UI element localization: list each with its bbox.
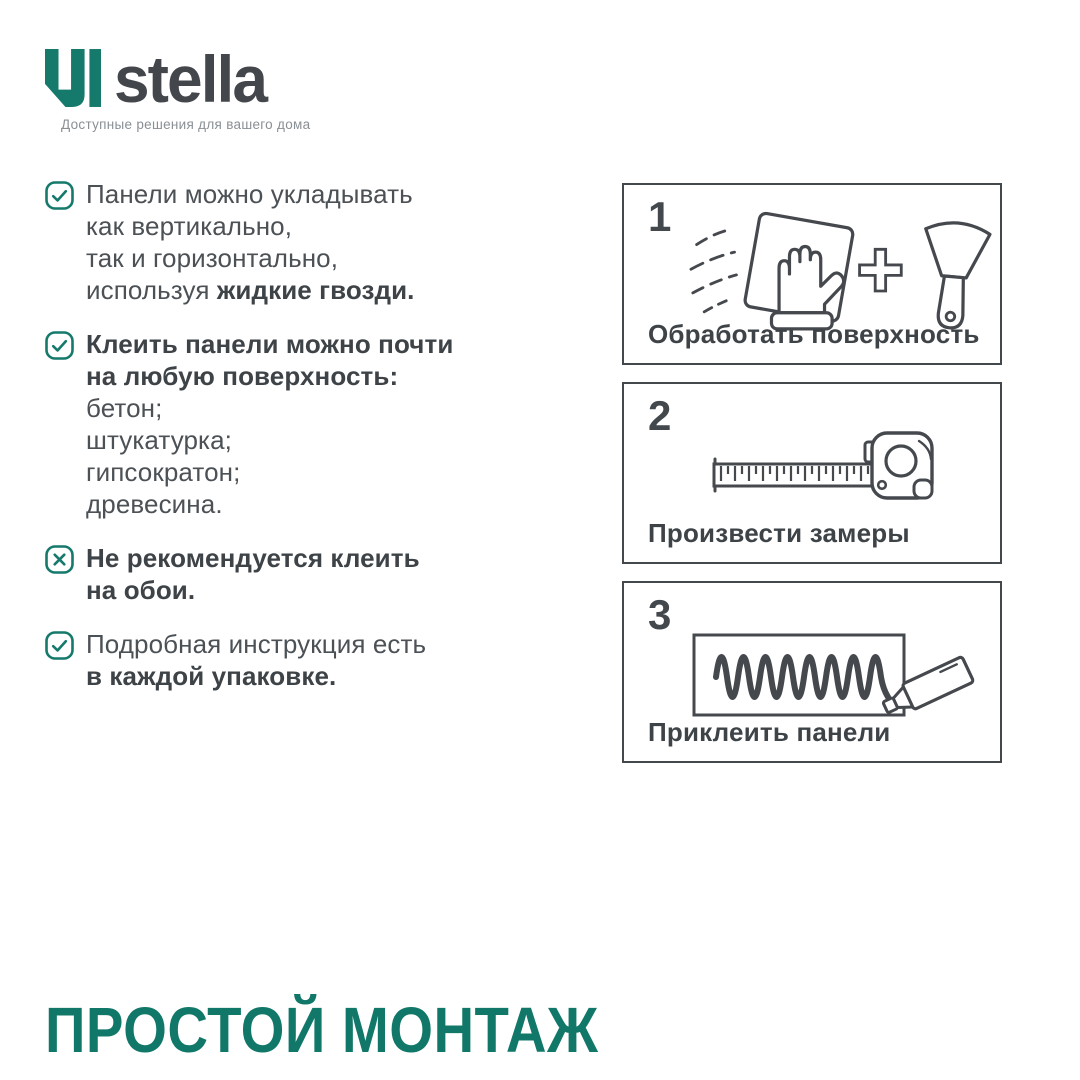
checklist-item	[45, 628, 585, 692]
checklist-line: Подробная инструкция есть	[86, 629, 427, 659]
brand-header	[45, 41, 311, 132]
checklist-item	[45, 178, 585, 306]
checklist-line: Не рекомендуется клеить	[86, 543, 420, 573]
step-box	[622, 183, 1002, 365]
checklist-item-text	[86, 178, 415, 306]
checklist-item-text	[86, 628, 426, 692]
checklist-line: так и горизонтально,	[86, 243, 339, 273]
check-icon	[45, 631, 74, 660]
checklist-item-text	[86, 328, 453, 520]
page-title: ПРОСТОЙ МОНТАЖ	[45, 994, 599, 1066]
checklist-line: штукатурка;	[86, 425, 232, 455]
checklist-line: на обои.	[86, 575, 196, 605]
checklist	[45, 178, 585, 714]
step-number: 3	[648, 591, 672, 638]
stella-logo-icon	[45, 48, 101, 108]
checklist-line: на любую поверхность:	[86, 361, 399, 391]
cross-icon	[45, 545, 74, 574]
checklist-line: бетон;	[86, 393, 163, 423]
step-number: 1	[648, 193, 672, 240]
brand-name: stella	[114, 41, 267, 116]
step-caption: Приклеить панели	[648, 717, 891, 747]
checklist-line: Клеить панели можно почти	[86, 329, 454, 359]
checklist-line: древесина.	[86, 489, 223, 519]
step-box	[622, 581, 1002, 763]
brand-tagline: Доступные решения для вашего дома	[61, 117, 311, 132]
checklist-item	[45, 542, 585, 606]
checklist-item	[45, 328, 585, 520]
step-number: 2	[648, 392, 672, 439]
checklist-line: как вертикально,	[86, 211, 293, 241]
check-icon	[45, 331, 74, 360]
checklist-line: в каждой упаковке.	[86, 661, 337, 691]
steps	[622, 183, 1002, 780]
checklist-line: используя жидкие гвозди.	[86, 275, 415, 305]
checklist-line: Панели можно укладывать	[86, 179, 413, 209]
step-box	[622, 382, 1002, 564]
logo-row	[45, 41, 310, 116]
checklist-line: гипсократон;	[86, 457, 241, 487]
step-caption: Произвести замеры	[648, 518, 910, 548]
checklist-item-text	[86, 542, 420, 606]
check-icon	[45, 181, 74, 210]
step-caption: Обработать поверхность	[648, 319, 980, 349]
